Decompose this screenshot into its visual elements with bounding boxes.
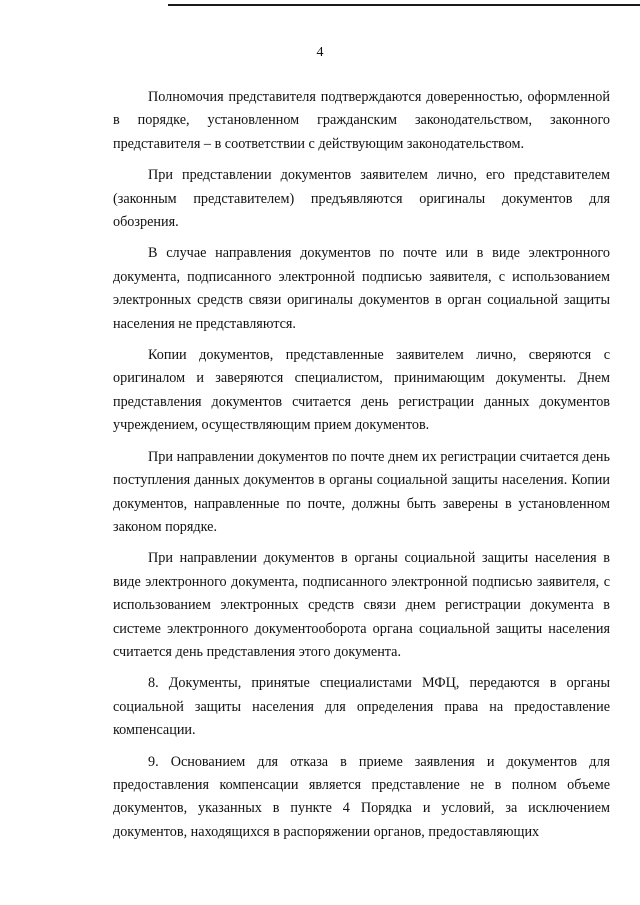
paragraph-mail-registration: При направлении документов по почте днем их регистрации считается день поступления данных документов в органы социальной защиты населения. Копии документов, направленные по почте, должны быть заверены в установленном законом порядке. <box>113 448 610 535</box>
paragraph-copies-verification: Копии документов, представленные заявителем лично, сверяются с оригиналом и заверяются специалистом, принимающим документы. Днем представления документов считается день регистрации данных документов учреждением, осуществляющим прием документов. <box>113 347 610 434</box>
paragraph-representative-authority: Полномочия представителя подтверждаются доверенностью, оформленной в порядке, установленном гражданским законодательством, законного представителя – в соответствии с действующим законодательством. <box>113 89 610 152</box>
paragraph-originals-presentation: При представлении документов заявителем лично, его представителем (законным представителем) предъявляются оригиналы документов для обозрения. <box>113 167 610 231</box>
paragraph-electronic-submission: В случае направления документов по почте или в виде электронного документа, подписанного электронной подписью заявителя, с использованием электронных средств связи оригиналы документов в орган социальной защиты населения не представляются. <box>113 245 610 332</box>
page-number: 4 <box>316 45 324 60</box>
paragraph-electronic-registration: При направлении документов в органы социальной защиты населения в виде электронного документа, подписанного электронной подписью заявителя, с использованием электронных средств связи днем регистрации документа в системе электронного документооборота органа социальной защиты населения считается день представления этого документа. <box>113 550 610 660</box>
document-body <box>113 86 610 844</box>
paragraph-item-8: 8. Документы, принятые специалистами МФЦ, передаются в органы социальной защиты населения для определения права на предоставление компенсации. <box>113 675 610 739</box>
paragraph-item-9: 9. Основанием для отказа в приеме заявления и документов для предоставления компенсации является представление не в полном объеме документов, указанных в пункте 4 Порядка и условий, за исключением документов, находящихся в распоряжении органов, предоставляющих <box>113 753 610 840</box>
top-rule <box>168 4 640 6</box>
